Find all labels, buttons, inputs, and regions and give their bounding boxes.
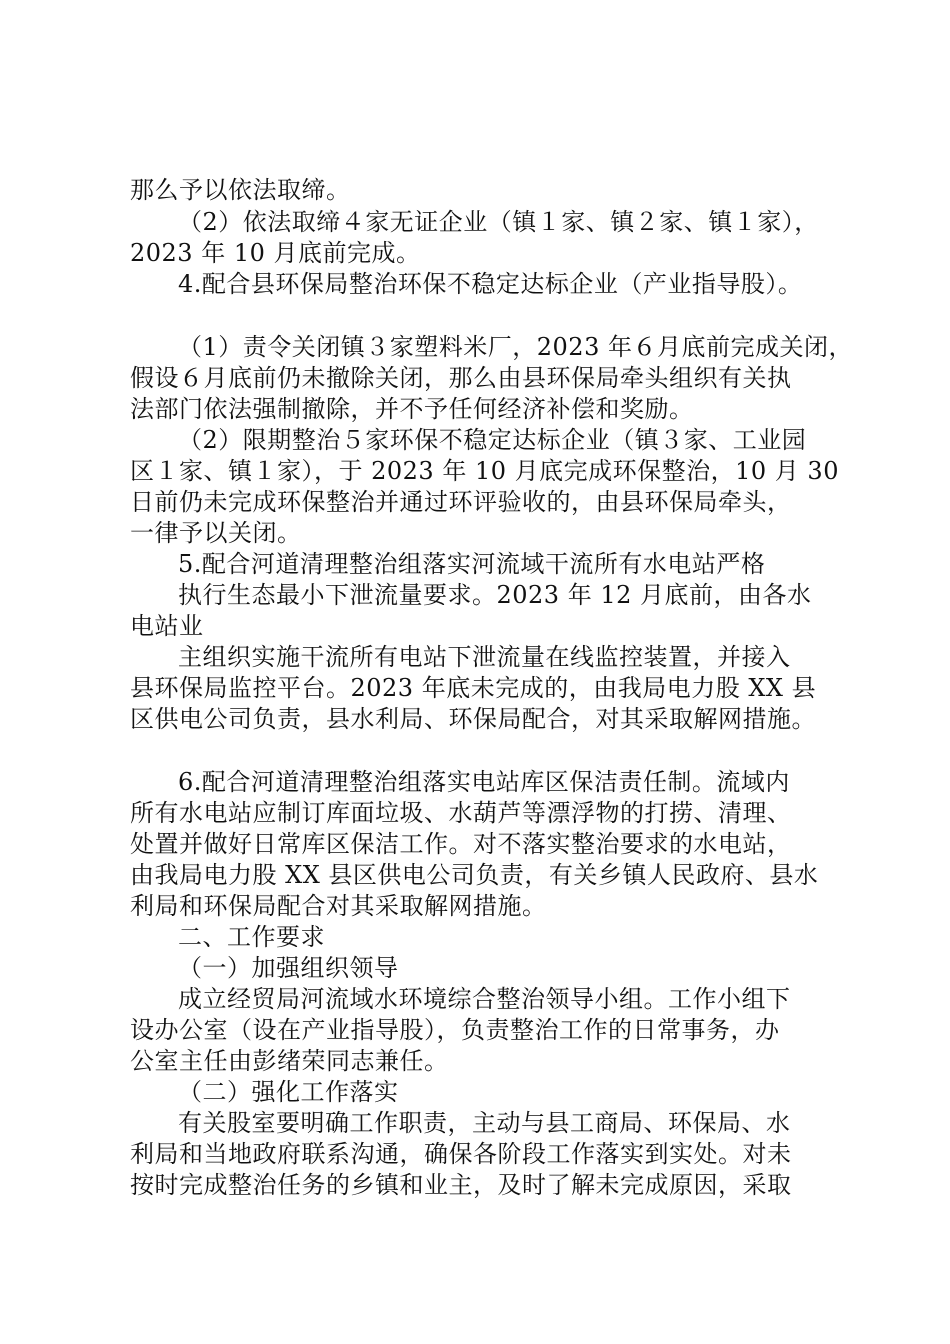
text-line-27: 公室主任由彭绪荣同志兼任。 <box>130 1047 449 1075</box>
text-line-12: 5.配合河道清理整治组落实河流域干流所有水电站严格 <box>178 550 766 578</box>
text-line-6: 假设６月底前仍未撤除关闭，那么由县环保局牵头组织有关执 <box>130 364 792 392</box>
text-line-20: 处置并做好日常库区保洁工作。对不落实整治要求的水电站， <box>130 830 792 858</box>
text-line-22: 利局和环保局配合对其采取解网措施。 <box>130 892 547 920</box>
text-line-3: 2023 年 10 月底前完成。 <box>130 239 421 267</box>
text-line-18: 6.配合河道清理整治组落实电站库区保洁责任制。流域内 <box>178 768 790 796</box>
text-line-10: 日前仍未完成环保整治并通过环评验收的，由县环保局牵头， <box>130 488 792 516</box>
text-line-31: 按时完成整治任务的乡镇和业主，及时了解未完成原因，采取 <box>130 1171 792 1199</box>
text-line-9: 区１家、镇１家），于 2023 年 10 月底完成环保整治，10 月 30 <box>130 457 839 485</box>
text-line-16: 县环保局监控平台。2023 年底未完成的，由我局电力股 XX 县 <box>130 674 817 702</box>
text-line-11: 一律予以关闭。 <box>130 519 302 547</box>
text-line-7: 法部门依法强制撤除，并不予任何经济补偿和奖励。 <box>130 395 694 423</box>
text-line-25: 成立经贸局河流域水环境综合整治领导小组。工作小组下 <box>178 985 791 1013</box>
text-line-13: 执行生态最小下泄流量要求。2023 年 12 月底前，由各水 <box>178 581 812 609</box>
text-line-15: 主组织实施干流所有电站下泄流量在线监控装置，并接入 <box>178 643 791 671</box>
text-line-23: 二、工作要求 <box>178 923 325 951</box>
text-line-2: （2）依法取缔４家无证企业（镇１家、镇２家、镇１家）， <box>178 208 819 236</box>
text-line-29: 有关股室要明确工作职责，主动与县工商局、环保局、水 <box>178 1109 791 1137</box>
text-line-26: 设办公室（设在产业指导股），负责整治工作的日常事务，办 <box>130 1016 780 1044</box>
text-line-19: 所有水电站应制订库面垃圾、水葫芦等漂浮物的打捞、清理、 <box>130 799 792 827</box>
text-line-28: （二）强化工作落实 <box>178 1078 399 1106</box>
text-line-21: 由我局电力股 XX 县区供电公司负责，有关乡镇人民政府、县水 <box>130 861 819 889</box>
text-line-30: 利局和当地政府联系沟通，确保各阶段工作落实到实处。对未 <box>130 1140 792 1168</box>
text-line-1: 那么予以依法取缔。 <box>130 176 351 204</box>
text-line-14: 电站业 <box>130 612 204 640</box>
text-line-8: （2）限期整治５家环保不稳定达标企业（镇３家、工业园 <box>178 426 807 454</box>
text-line-24: （一）加强组织领导 <box>178 954 399 982</box>
text-line-4: 4.配合县环保局整治环保不稳定达标企业（产业指导股）。 <box>178 270 803 298</box>
text-line-5: （1）责令关闭镇３家塑料米厂，2023 年６月底前完成关闭， <box>178 333 853 361</box>
text-line-17: 区供电公司负责，县水利局、环保局配合，对其采取解网措施。 <box>130 705 816 733</box>
